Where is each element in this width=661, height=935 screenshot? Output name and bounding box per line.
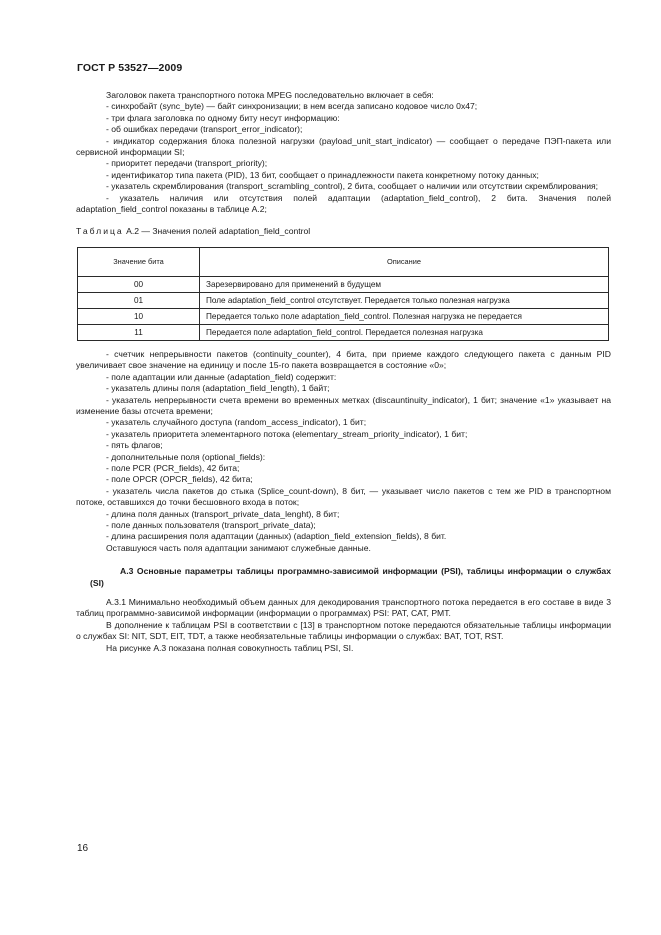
page-number: 16 (77, 843, 89, 854)
intro-paragraph: - об ошибках передачи (transport_error_indicator); (106, 124, 303, 135)
list-paragraph: - поле данных пользователя (transport_private_data); (106, 519, 316, 530)
table-header-row (78, 247, 609, 276)
list-paragraph: - указатель длины поля (adaptation_field_length), 1 байт; (106, 383, 330, 394)
description-cell: Передается поле adaptation_field_control. Передается полезная нагрузка (200, 324, 609, 340)
intro-paragraph: - идентификатор типа пакета (PID), 13 бит, сообщает о принадлежности пакета конкретному потоку данных; (106, 169, 539, 180)
list-paragraph: - указатель случайного доступа (random_access_indicator), 1 бит; (106, 417, 367, 428)
list-paragraph: Оставшуюся часть поля адаптации занимают служебные данные. (106, 542, 371, 553)
list-paragraph: - поле адаптации или данные (adaptation_field) содержит: (106, 371, 337, 382)
list-paragraph: - дополнительные поля (optional_fields): (106, 451, 266, 462)
intro-paragraph: - три флага заголовка по одному биту несут информацию: (106, 112, 340, 123)
after-table-text (76, 348, 611, 554)
section-title: А.3 Основные параметры таблицы программно-зависимой информации (PSI), таблицы информации о службах (SI) (90, 566, 611, 588)
section-paragraph: На рисунке А.3 показана полная совокупность таблиц PSI, SI. (106, 642, 354, 653)
intro-paragraph: - указатель наличия или отсутствия полей адаптации (adaptation_field_control), 2 бита. Значения полей adaptation_field_control показаны в таблице А.2; (76, 192, 611, 215)
section-paragraph: А.3.1 Минимально необходимый объем данных для декодирования транспортного потока передается в его составе в виде 3 таблиц программно-зависимой информации (информации о программах) PSI: PAT, CAT, PMT. (76, 597, 611, 619)
list-paragraph: - счетчик непрерывности пакетов (continuity_counter), 4 бита, при приеме каждого следующего пакета с данным PID увеличивает свое значение на единицу и после 15-го пакета возвращается в состояние «0»; (76, 348, 611, 371)
table-caption-label: Таблица (76, 226, 124, 237)
bit-value-cell: 01 (78, 292, 200, 308)
list-paragraph: - длина поля данных (transport_private_data_lenght), 8 бит; (106, 508, 340, 519)
list-paragraph: - указатель приоритета элементарного потока (elementary_stream_priority_indicator), 1 бит; (106, 428, 468, 439)
list-paragraph: - пять флагов; (106, 440, 163, 451)
table-row (78, 324, 609, 340)
description-cell: Поле adaptation_field_control отсутствует. Передается только полезная нагрузка (200, 292, 609, 308)
description-cell: Передается только поле adaptation_field_control. Полезная нагрузка не передается (200, 308, 609, 324)
intro-paragraph: - синхробайт (sync_byte) — байт синхронизации; в нем всегда записано кодовое число 0x47; (106, 101, 478, 112)
bit-value-cell: 10 (78, 308, 200, 324)
page-content (76, 90, 611, 654)
intro-paragraph: - приоритет передачи (transport_priority); (106, 158, 268, 169)
column-header-description: Описание (200, 247, 609, 276)
intro-paragraph: - указатель скремблирования (transport_scrambling_control), 2 бита, сообщает о наличии или отсутствии скремблирования; (106, 181, 599, 192)
table-row (78, 308, 609, 324)
list-paragraph: - указатель непрерывности счета времени во временных метках (discauntinuity_indicator), 1 бит; значение «1» указывает на изменение базы отсчета времени; (76, 394, 611, 416)
table-caption-text: А.2 — Значения полей adaptation_field_control (126, 226, 311, 237)
bit-value-cell: 11 (78, 324, 200, 340)
column-header-bit-value: Значение бита (78, 247, 200, 276)
intro-paragraph: - индикатор содержания блока полезной нагрузки (payload_unit_start_indicator) — сообщает о передаче ПЭП-пакета или сервисной информации SI; (76, 135, 611, 158)
list-paragraph: - поле PCR (PCR_fields), 42 бита; (106, 462, 240, 473)
table-row (78, 276, 609, 292)
list-paragraph: - указатель числа пакетов до стыка (Splice_count-down), 8 бит, — указывает число пакетов с тем же PID в транспортном потоке, оставшихся до точки бесшовного входа в поток; (76, 485, 611, 508)
bit-value-cell: 00 (78, 276, 200, 292)
table-row (78, 292, 609, 308)
description-cell: Зарезервировано для применений в будущем (200, 276, 609, 292)
table-caption (76, 226, 611, 237)
list-paragraph: - поле OPCR (OPCR_fields), 42 бита; (106, 474, 253, 485)
list-paragraph: - длина расширения поля адаптации (данных) (adaption_field_extension_fields), 8 бит. (106, 531, 447, 542)
standard-header: ГОСТ Р 53527—2009 (77, 62, 183, 74)
adaptation-field-table (77, 247, 609, 341)
section-paragraph: В дополнение к таблицам PSI в соответствии с [13] в транспортном потоке передаются обязательные таблицы информации о службах SI: NIT, SDT, EIT, TDT, а также необязательные таблицы информации о службах: BAT, TOT, RST. (76, 619, 611, 642)
intro-paragraph: Заголовок пакета транспортного потока MPEG последовательно включает в себя: (106, 90, 434, 100)
